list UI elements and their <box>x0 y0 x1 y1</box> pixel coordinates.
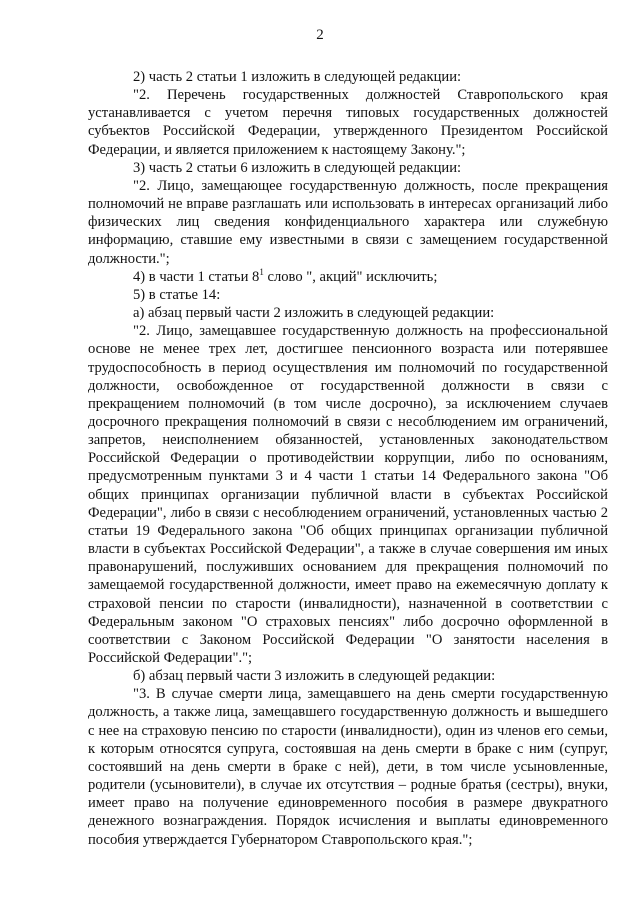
document-body <box>88 68 608 849</box>
paragraph-item-2-heading: 2) часть 2 статьи 1 изложить в следующей редакции: <box>133 69 462 85</box>
paragraph-quote-death-allowance: "3. В случае смерти лица, замещавшего на день смерти государственную должность, а также лица, замещавшего государственную должность и вышедшего с нее на страховую пенсию по старости (инвалидности), один из членов его семьи, к которым относятся супруга, состоявшая на день смерти в браке с ним (супруг, состоявший на день смерти в браке с ней), дети, в том числе усыновленные, родители (усыновители), в случае их отсутствия – родные братья (сестры), внуки, имеет право на получение единовременного пособия в размере двукратного денежного вознаграждения. Порядок исчисления и выплаты единовременного пособия утверждается Губернатором Ставропольского края."; <box>88 686 608 848</box>
page-number: 2 <box>316 27 324 43</box>
paragraph-item-4 <box>88 268 608 286</box>
paragraph-subitem-b-heading: б) абзац первый части 3 изложить в следующей редакции: <box>133 668 496 685</box>
item-4-text: 4) в части 1 статьи 8 <box>133 268 260 285</box>
item-4-superscript: 1 <box>259 266 264 277</box>
paragraph-item-5-heading: 5) в статье 14: <box>133 286 221 303</box>
paragraph-quote-pension-supplement: "2. Лицо, замещавшее государственную должность на профессиональной основе не менее трех лет, достигшее пенсионного возраста или потерявшее трудоспособность в период осуществления им полномочий по государственной должности, освобожденное от государственной должности в связи с прекращением полномочий (в том числе досрочно), за исключением случаев досрочного прекращения полномочий в связи с несоблюдением им ограничений, запретов, неисполнением обязанностей, установленных законодательством Российской Федерации о противодействии коррупции, либо по основаниям, предусмотренным пунктами 3 и 4 части 1 статьи 14 Федерального закона "Об общих принципах организации публичной власти в субъектах Российской Федерации", либо в связи с несоблюдением ограничений, установленных частью 2 статьи 19 Федерального закона "Об общих принципах организации публичной власти в субъектах Российской Федерации", а также в случае совершения им иных правонарушений, послуживших основанием для прекращения полномочий по замещаемой государственной должности, имеет право на ежемесячную доплату к страховой пенсии по старости (инвалидности), назначенной в соответствии с Федеральным законом "О страховых пенсиях" либо досрочно оформленной в соответствии с Законом Российской Федерации "О занятости населения в Российской Федерации"."; <box>88 323 608 666</box>
item-4-text-after: слово ", акций" исключить; <box>263 268 438 285</box>
paragraph-quote-positions-list: "2. Перечень государственных должностей Ставропольского края устанавливается с учетом перечня типовых государственных должностей субъектов Российской Федерации, утвержденного Президентом Российской Федерации, и является приложением к настоящему Закону."; <box>88 87 608 158</box>
paragraph-quote-confidentiality: "2. Лицо, замещающее государственную должность, после прекращения полномочий не вправе разглашать или использовать в интересах организаций либо физических лиц сведения конфиденциального характера или служебную информацию, ставшие ему известными в связи с замещением государственной должности."; <box>88 177 608 267</box>
paragraph-item-3-heading: 3) часть 2 статьи 6 изложить в следующей редакции: <box>133 159 462 176</box>
paragraph-subitem-a-heading: а) абзац первый части 2 изложить в следующей редакции: <box>133 305 495 322</box>
